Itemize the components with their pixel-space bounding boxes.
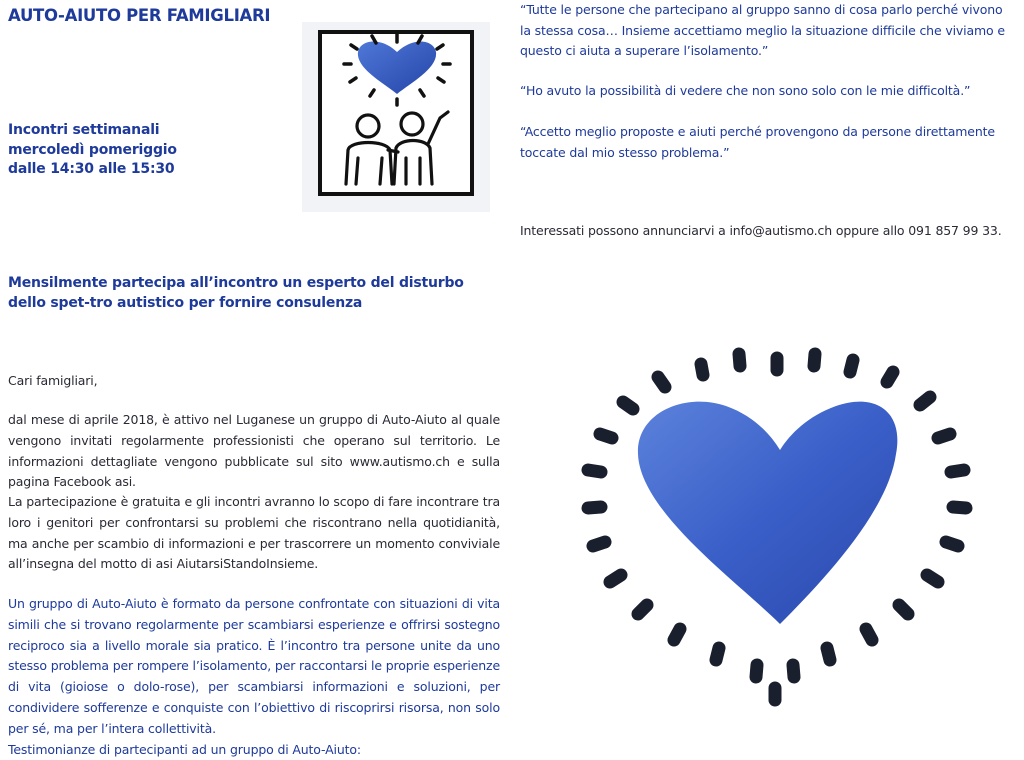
page-title: AUTO-AIUTO PER FAMIGLIARI bbox=[8, 6, 271, 25]
radiant-heart-decoration bbox=[558, 342, 998, 712]
schedule-line-2: mercoledì pomeriggio bbox=[8, 141, 177, 158]
contact-info: Interessati possono annunciarvi a info@autismo.ch oppure allo 091 857 99 33. bbox=[520, 223, 1002, 238]
schedule-line-3: dalle 14:30 alle 15:30 bbox=[8, 161, 175, 177]
schedule-line-1: Incontri settimanali bbox=[8, 122, 160, 138]
testimonials-intro: Testimonianze di partecipanti ad un gruppo di Auto-Aiuto: bbox=[8, 741, 361, 757]
letter-paragraph-1: dal mese di aprile 2018, è attivo nel Luganese un gruppo di Auto-Aiuto al quale vengono invitati regolarmente professionisti che operano sul territorio. Le informazioni dettagliate vengono pubblicate sul sito www.autismo.ch e sulla pagina Facebook asi. bbox=[8, 412, 500, 490]
meeting-schedule bbox=[8, 121, 177, 180]
people-under-heart-illustration bbox=[294, 12, 500, 218]
expert-note: Mensilmente partecipa all’incontro un esperto del disturbo dello spet-tro autistico per fornire consulenza bbox=[8, 275, 464, 311]
letter-paragraph-2: La partecipazione è gratuita e gli incontri avranno lo scopo di fare incontrare tra loro i genitori per confrontarsi su problemi che riscontrano nella quotidianità, ma anche per scambio di informazioni e per trascorrere un momento conviviale all’insegna del motto di asi AiutarsiStandoInsieme. bbox=[8, 494, 500, 572]
testimonial-3: “Accetto meglio proposte e aiuti perché provengono da persone direttamente toccate dal mio stesso problema.” bbox=[520, 124, 995, 160]
testimonial-1: “Tutte le persone che partecipano al gruppo sanno di cosa parlo perché vivono la stessa cosa… Insieme accettiamo meglio la situazione difficile che viviamo e questo ci aiuta a superare l’isolamento.” bbox=[520, 2, 1005, 58]
letter-greeting: Cari famigliari, bbox=[8, 373, 98, 388]
radiant-heart-icon bbox=[558, 342, 998, 712]
people-under-heart-icon bbox=[294, 12, 500, 218]
self-help-definition: Un gruppo di Auto-Aiuto è formato da persone confrontate con situazioni di vita simili che si trovano regolarmente per scambiarsi esperienze e offrirsi sostegno reciproco sia a livello morale sia pratico. È l’incontro tra persone unite da uno stesso problema per rompere l’isolamento, per raccontarsi le proprie esperienze di vita (gioiose o dolo-rose), per scambiarsi informazioni e soluzioni, per condividere sofferenze e conquiste con l’obiettivo di riscoprirsi risorsa, non solo per sé, ma per l’intera collettività. bbox=[8, 596, 500, 736]
letter-paragraph-3 bbox=[8, 594, 500, 760]
testimonial-2: “Ho avuto la possibilità di vedere che non sono solo con le mie difficoltà.” bbox=[520, 83, 971, 98]
